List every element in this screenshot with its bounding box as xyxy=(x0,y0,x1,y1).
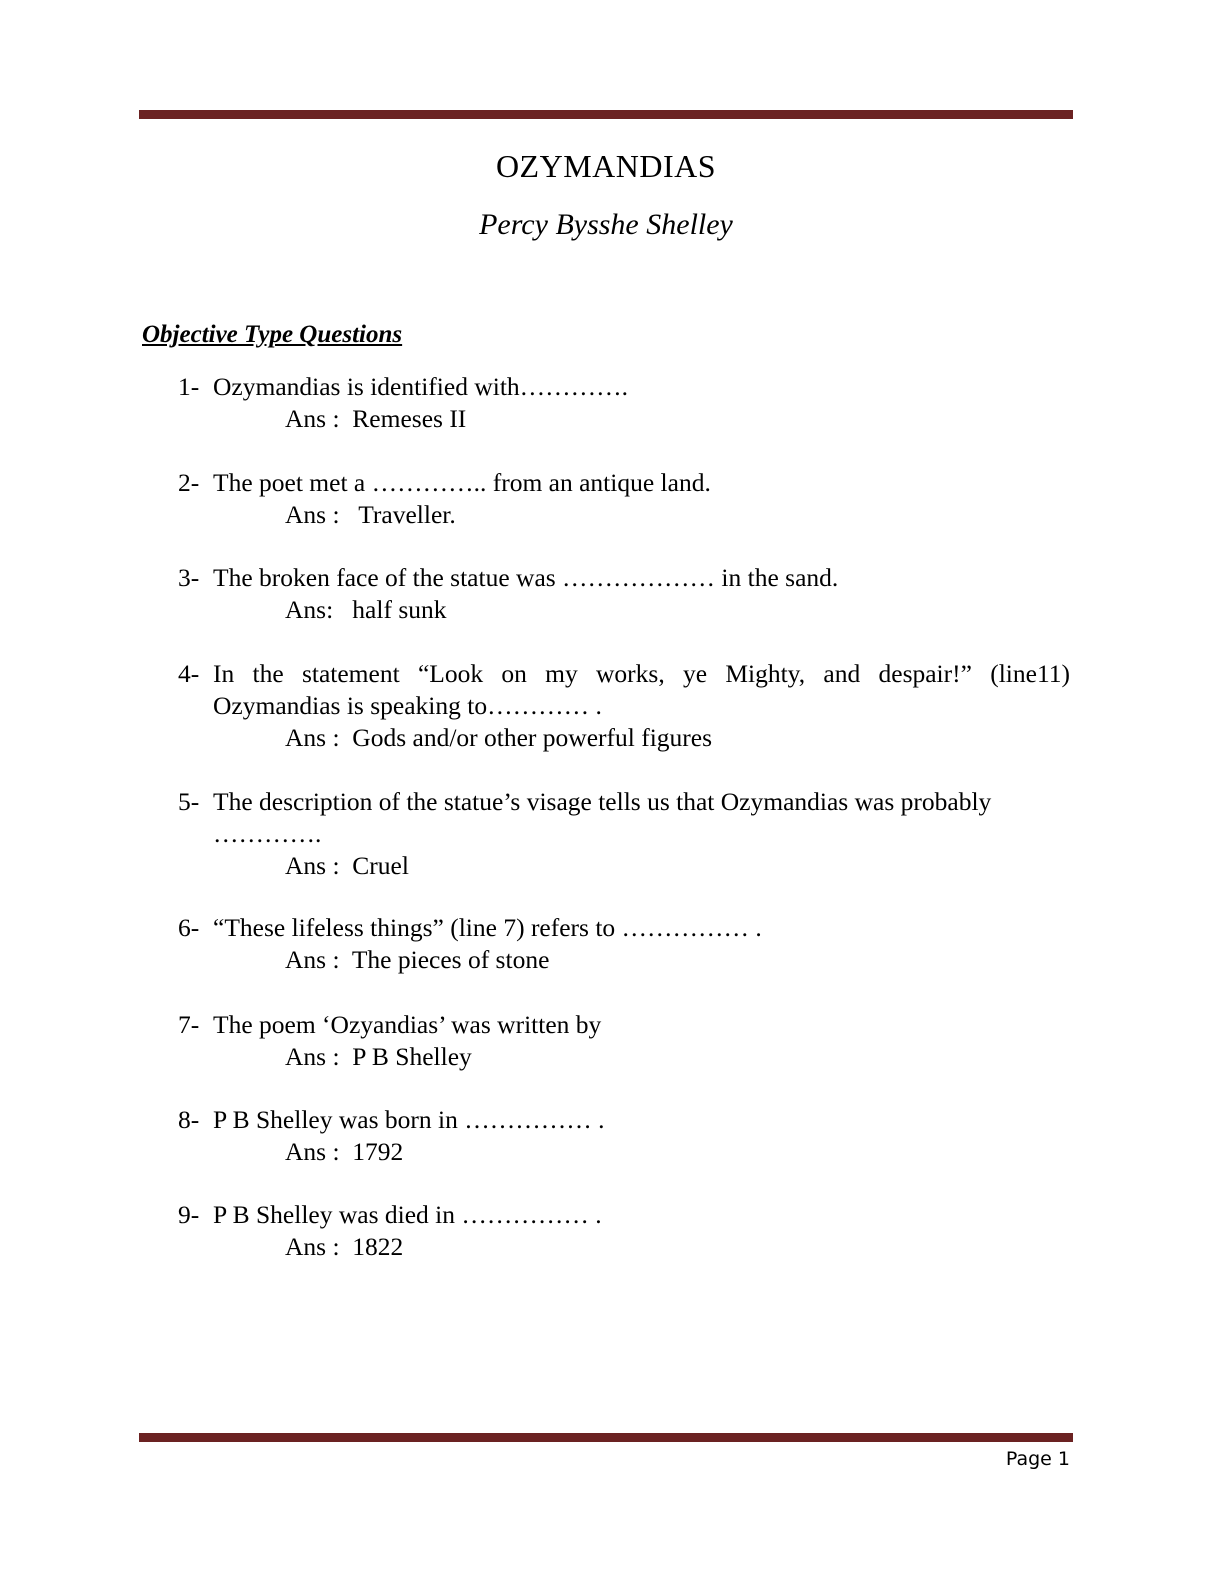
question-item xyxy=(178,658,1070,754)
footer-rule xyxy=(139,1433,1073,1442)
question-item xyxy=(178,467,1070,531)
question-item xyxy=(178,371,1070,435)
question-number: 1- xyxy=(178,372,200,401)
page-number: Page 1 xyxy=(1005,1448,1070,1470)
question-number: 3- xyxy=(178,563,200,592)
answer-text: Ans : Traveller. xyxy=(285,500,456,529)
question-text: The poet met a ………….. from an antique land. xyxy=(213,468,711,497)
question-text: The poem ‘Ozyandias’ was written by xyxy=(213,1010,602,1039)
answer-text: Ans : Remeses II xyxy=(285,404,467,433)
question-number: 5- xyxy=(178,787,200,816)
answer-text: Ans : Gods and/or other powerful figures xyxy=(285,723,713,752)
question-text: The broken face of the statue was ……………… in the sand. xyxy=(213,563,839,592)
question-item xyxy=(178,562,1070,626)
question-item xyxy=(178,912,1070,976)
question-text: P B Shelley was born in …………… . xyxy=(213,1105,605,1134)
answer-text: Ans : 1822 xyxy=(285,1232,404,1261)
question-number: 2- xyxy=(178,468,200,497)
question-item xyxy=(178,1009,1070,1073)
question-text: The description of the statue’s visage tells us that Ozymandias was probably …………. xyxy=(213,787,992,848)
answer-text: Ans : The pieces of stone xyxy=(285,945,550,974)
question-text: Ozymandias is identified with…………. xyxy=(213,372,629,401)
question-text: “These lifeless things” (line 7) refers to …………… . xyxy=(213,913,762,942)
answer-text: Ans: half sunk xyxy=(285,595,447,624)
question-number: 6- xyxy=(178,913,200,942)
question-item xyxy=(178,786,1070,882)
author-name: Percy Bysshe Shelley xyxy=(479,208,733,241)
answer-text: Ans : P B Shelley xyxy=(285,1042,472,1071)
answer-text: Ans : 1792 xyxy=(285,1137,404,1166)
question-text: P B Shelley was died in …………… . xyxy=(213,1200,602,1229)
question-number: 4- xyxy=(178,659,200,688)
answer-text: Ans : Cruel xyxy=(285,851,409,880)
question-number: 9- xyxy=(178,1200,200,1229)
header-rule xyxy=(139,110,1073,119)
question-item xyxy=(178,1199,1070,1263)
question-text: In the statement “Look on my works, ye Mighty, and despair!” (line11) Ozymandias is speaking to………… . xyxy=(213,659,1070,720)
question-number: 7- xyxy=(178,1010,200,1039)
question-number: 8- xyxy=(178,1105,200,1134)
question-item xyxy=(178,1104,1070,1168)
page-title: OZYMANDIAS xyxy=(495,148,717,184)
section-heading: Objective Type Questions xyxy=(142,321,403,348)
